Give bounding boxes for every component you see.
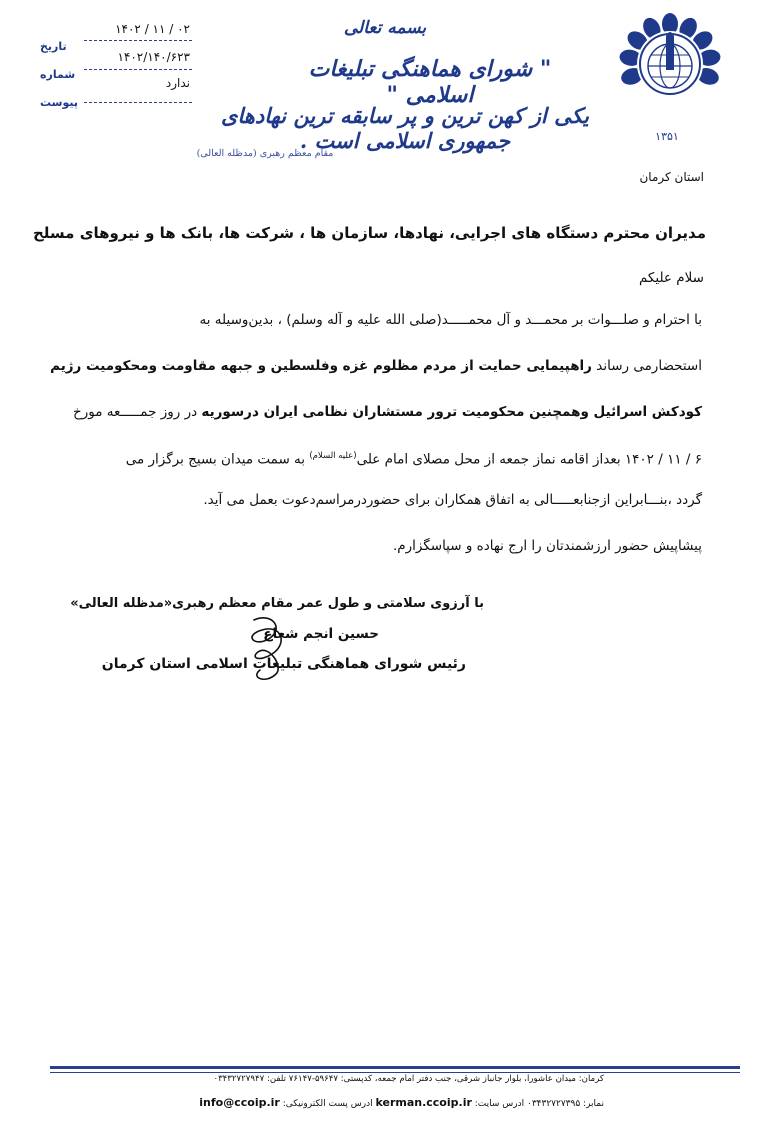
footer-rule-thin [50, 1072, 740, 1073]
footer-email[interactable]: info@ccoip.ir [199, 1096, 280, 1109]
footer-contact [184, 1096, 604, 1109]
body-line-2 [50, 356, 702, 376]
body-line-2-start: استحضارمی رساند [591, 358, 702, 374]
addressee: مدیران محترم دستگاه های اجرایی، نهادها، سازمان ها ، شرکت ها، بانک ها و نیروهای مسلح [32, 224, 706, 242]
number-dotted-line [84, 69, 192, 70]
province-label: استان کرمان [639, 170, 704, 184]
signer-name: حسین انجم شعاع [263, 626, 379, 642]
footer-address: کرمان: میدان عاشورا، بلوار جانباز شرقی، جنب دفتر امام جمعه، کدپستی: ۵۹۶۴۷-۷۶۱۴۷ تلفن: ۰۳۴۳۲۷۲۷۹۴۷ [213, 1074, 604, 1084]
footer-rule-thick [50, 1066, 740, 1069]
body-line-4-superscript: (علیه السلام) [309, 451, 357, 461]
council-emblem [615, 12, 725, 143]
number-label: شماره [40, 68, 76, 81]
date-dotted-line [84, 40, 192, 41]
footer-fax: نمابر: ۰۳۴۳۲۷۲۷۳۹۵ ادرس سایت: [471, 1099, 604, 1109]
attachment-label: پیوست [40, 96, 78, 109]
body-line-4-start: ۶ / ۱۱ / ۱۴۰۲ بعداز اقامه نماز جمعه از محل مصلای امام علی [356, 451, 702, 468]
body-line-3-end: در روز جمـــــعه مورخ [73, 404, 202, 420]
attachment-value: ندارد [165, 76, 190, 90]
tagline-source: مقام معظم رهبری (مدظله العالی) [196, 148, 334, 159]
number-row [40, 50, 190, 81]
attachment-row [40, 76, 190, 109]
handwritten-signature [232, 608, 302, 688]
footer-website[interactable]: kerman.ccoip.ir [375, 1096, 472, 1109]
number-value: ۱۴۰۲/۱۴۰/۶۲۳ [117, 50, 190, 64]
body-line-4-end: به سمت میدان بسیج برگزار می [125, 451, 310, 468]
body-line-5: گردد ،بنـــابراین ازجنابعـــــالی به اتفاق همکاران برای حضوردرمراسم‌دعوت بعمل می آید. [203, 492, 702, 508]
emblem-year: ۱۳۵۱ [655, 130, 679, 143]
council-name: " شورای هماهنگی تبلیغات اسلامی " [308, 56, 552, 108]
wish-line: با آرزوی سلامتی و طول عمر مقام معظم رهبری«مدظله العالی» [70, 596, 484, 611]
body-line-4 [82, 446, 702, 470]
body-line-3-bold: کودکش اسرائیل وهمچنین محکومیت ترور مستشاران نظامی ایران درسوریه [201, 404, 702, 420]
body-line-2-bold: راهپیمایی حمایت از مردم مظلوم غزه وفلسطین و جبهه مقاومت ومحکومیت رژیم [50, 358, 592, 374]
bismillah: بسمه تعالی [343, 18, 427, 38]
signer-title: رئیس شورای هماهنگی تبلیغات اسلامی استان کرمان [101, 656, 466, 672]
closing-line: پیشاپیش حضور ارزشمندتان را ارج نهاده و سپاسگزارم. [392, 538, 702, 554]
greeting: سلام علیکم [638, 270, 704, 286]
date-label: تاریخ [40, 40, 67, 53]
body-line-3 [73, 402, 702, 422]
date-row [40, 22, 190, 53]
date-value: ۱۴۰۲ / ۱۱ / ۰۲ [115, 22, 190, 36]
emblem-icon [615, 12, 725, 122]
footer-email-label: ادرس پست الکترونیکی: [279, 1099, 376, 1109]
body-line-1: با احترام و صلـــوات بر محمـــد و آل محمـــــد(صلی الله علیه و آله وسلم) ، بدین‌وسیله به [199, 312, 702, 328]
attachment-dotted-line [84, 102, 192, 103]
header-tagline: یکی از کهن ترین و پر سابقه ترین نهادهای جمهوری اسلامی است . [220, 103, 590, 153]
